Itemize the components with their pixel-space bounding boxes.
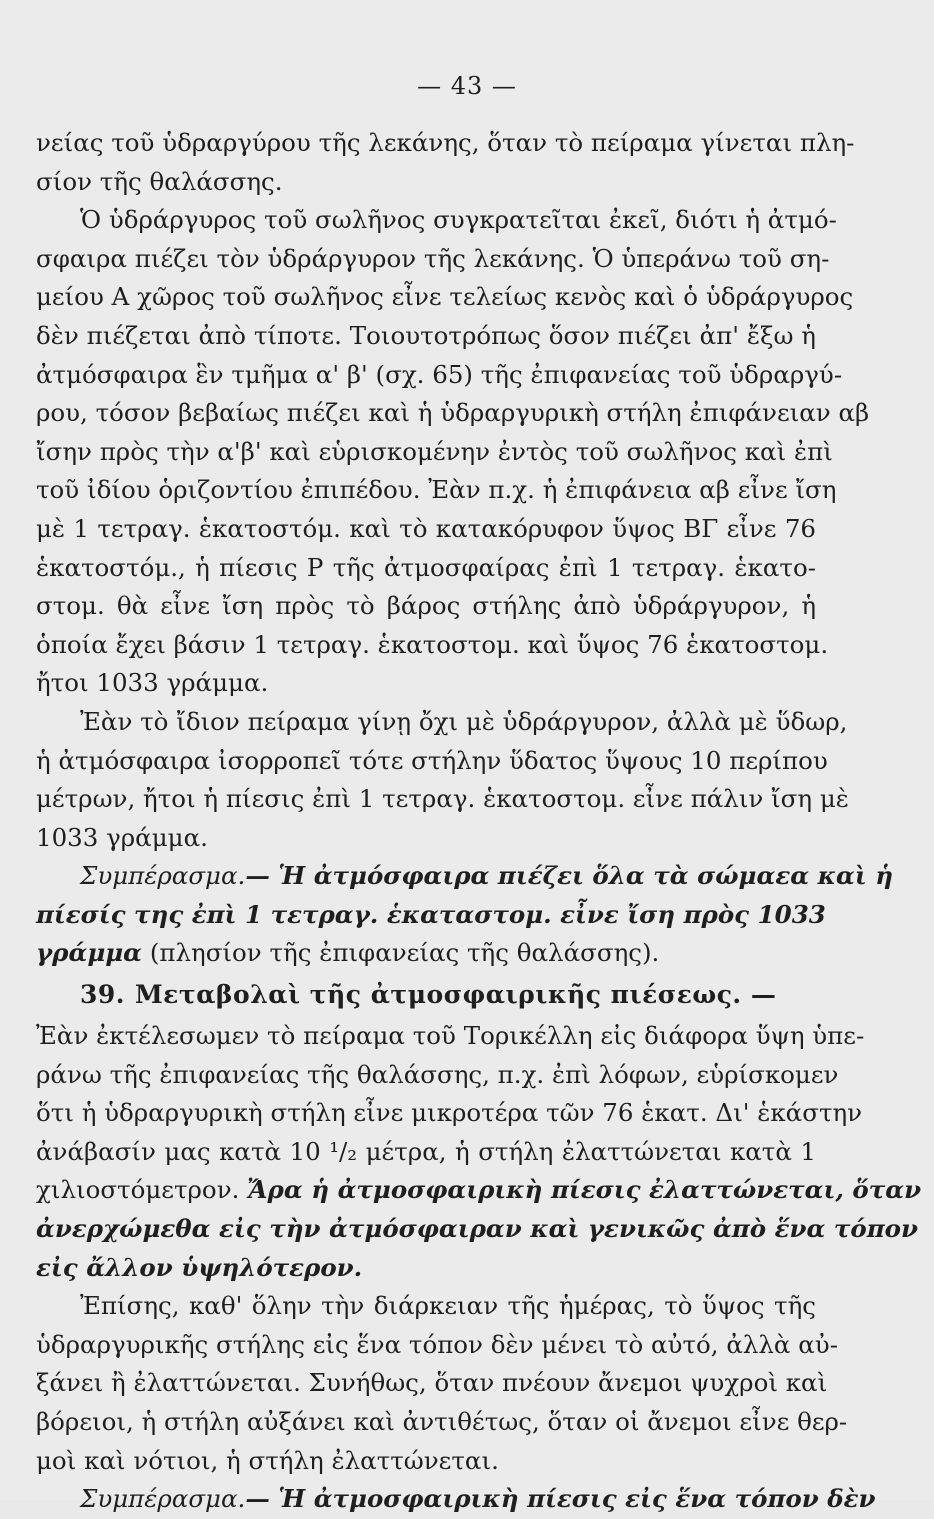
page-number: — 43 — [417,72,517,100]
text-line: σίον τῆς θαλάσσης. [36,166,283,196]
page-text [36,124,922,1519]
text-line: βόρειοι, ἡ στήλη αὐξάνει καὶ ἀντιθέτως, ὅταν οἱ ἄνεμοι εἶνε θερ- [36,1407,848,1436]
conclusion-text: — Ἡ ἀτμοσφαιρικὴ πίεσις εἰς ἕνα τόπον δὲν [245,1484,876,1514]
text-line: στομ. θὰ εἶνε ἴση πρὸς τὸ βάρος στήλης ἀπὸ ὑδράργυρον, ἡ [36,591,816,621]
text-line: νείας τοῦ ὑδραργύρου τῆς λεκάνης, ὅταν τὸ πείραμα γίνεται πλη- [36,128,855,157]
text-line: μοὶ καὶ νότιοι, ἡ στήλη ἐλαττώνεται. [36,1445,499,1475]
text-line: ἀνάβασίν μας κατὰ 10 ¹/₂ μέτρα, ἡ στήλη ἐλαττώνεται κατὰ 1 [36,1136,816,1166]
conclusion-line [36,896,826,935]
text-line: ἤτοι 1033 γράμμα. [36,668,269,698]
text-line: Ἐπίσης, καθ' ὅλην τὴν διάρκειαν τῆς ἡμέρας, τὸ ὕψος τῆς [80,1291,816,1321]
emphasis-text: Ἄρα ἡ ἀτμοσφαιρικὴ πίεσις ἐλαττώνεται, ὅταν [247,1175,922,1205]
text-line: μείου Α χῶρος τοῦ σωλῆνος εἶνε τελείως κενὸς καὶ ὁ ὑδράργυρος [36,282,854,312]
text-line: μέτρων, ἤτοι ἡ πίεσις ἐπὶ 1 τετραγ. ἑκατοστομ. εἶνε πάλιν ἴση μὲ [36,784,849,814]
section-number: 39. [80,980,125,1010]
emphasis-text: εἰς ἄλλον ὑψηλότερον. [36,1252,363,1282]
conclusion-label: Συμπέρασμα. [80,861,246,891]
section-title: Μεταβολαὶ τῆς ἀτμοσφαιρικῆς πιέσεως. — [135,980,777,1010]
text-line: Ὁ ὑδράργυρος τοῦ σωλῆνος συγκρατεῖται ἐκεῖ, διότι ἡ ἀτμό- [80,205,837,235]
text-line: μὲ 1 τετραγ. ἑκατοστόμ. καὶ τὸ κατακόρυφον ὕψος ΒΓ εἶνε 76 [36,513,816,543]
conclusion-line [36,1480,876,1519]
text-fragment: χιλιοστόμετρον. [36,1175,248,1205]
text-line [36,1171,922,1210]
conclusion-line [36,857,894,896]
emphasis-text: ἀνερχώμεθα εἰς τὴν ἀτμόσφαιραν καὶ γενικῶς ἀπὸ ἕνα τόπον [36,1214,918,1244]
text-line: ἀτμόσφαιρα ἓν τμῆμα α' β' (σχ. 65) τῆς ἐπιφανείας τοῦ ὑδραργύ- [36,359,843,389]
text-line: Ἐὰν ἐκτέλεσωμεν τὸ πείραμα τοῦ Τορικέλλη εἰς διάφορα ὕψη ὑπε- [36,1021,865,1051]
text-line [36,1210,918,1249]
conclusion-line [36,934,816,973]
text-line: 1033 γράμμα. [36,822,208,852]
text-line: σφαιρα πιέζει τὸν ὑδράργυρον τῆς λεκάνης. Ὁ ὑπεράνω τοῦ ση- [36,243,830,273]
conclusion-tail: (πλησίον τῆς ἐπιφανείας τῆς θαλάσσης). [142,938,660,968]
text-line: ἴσην πρὸς τὴν α'β' καὶ εὑρισκομένην ἐντὸς τοῦ σωλῆνος καὶ ἐπὶ [36,436,833,466]
text-line: ράνω τῆς ἐπιφανείας τῆς θαλάσσης, π.χ. ἐπὶ λόφων, εὑρίσκομεν [36,1059,839,1089]
text-line: ὅτι ἡ ὑδραργυρικὴ στήλη εἶνε μικροτέρα τῶν 76 ἑκατ. Δι' ἑκάστην [36,1098,863,1128]
text-line: τοῦ ἰδίου ὁριζοντίου ἐπιπέδου. Ἐὰν π.χ. ἡ ἐπιφάνεια αβ εἶνε ἴση [36,475,837,505]
conclusion-label: Συμπέρασμα. [80,1484,246,1514]
text-line: ξάνει ἢ ἐλαττώνεται. Συνήθως, ὅταν πνέουν ἄνεμοι ψυχροὶ καὶ [36,1368,828,1398]
text-line: ὑδραργυρικῆς στήλης εἰς ἕνα τόπον δὲν μένει τὸ αὐτό, ἀλλὰ αὐ- [36,1329,838,1359]
text-line [36,1249,816,1288]
conclusion-text: πίεσίς της ἐπὶ 1 τετραγ. ἑκαταστομ. εἶνε ἴση πρὸς 1033 [36,899,826,929]
section-heading [36,973,816,1017]
text-line: ρου, τόσον βεβαίως πιέζει καὶ ἡ ὑδραργυρικὴ στήλη ἐπιφάνειαν αβ [36,398,870,428]
text-line: ἡ ἀτμόσφαιρα ἰσορροπεῖ τότε στήλην ὕδατος ὕψους 10 περίπου [36,745,828,775]
text-line: Ἐὰν τὸ ἴδιον πείραμα γίνῃ ὄχι μὲ ὑδράργυρον, ἀλλὰ μὲ ὕδωρ, [80,706,848,736]
text-line: ἑκατοστόμ., ἡ πίεσις Ρ τῆς ἀτμοσφαίρας ἐπὶ 1 τετραγ. ἑκατο- [36,552,816,582]
text-line: ὁποία ἔχει βάσιν 1 τετραγ. ἑκατοστομ. καὶ ὕψος 76 ἑκατοστομ. [36,629,829,659]
conclusion-text: — Ἡ ἀτμόσφαιρα πιέζει ὅλα τὰ σώμαεα καὶ ἡ [245,861,894,891]
text-line: δὲν πιέζεται ἀπὸ τίποτε. Τοιουτοτρόπως ὅσον πιέζει ἀπ' ἔξω ἡ [36,320,816,350]
conclusion-text: γράμμα [36,938,143,968]
